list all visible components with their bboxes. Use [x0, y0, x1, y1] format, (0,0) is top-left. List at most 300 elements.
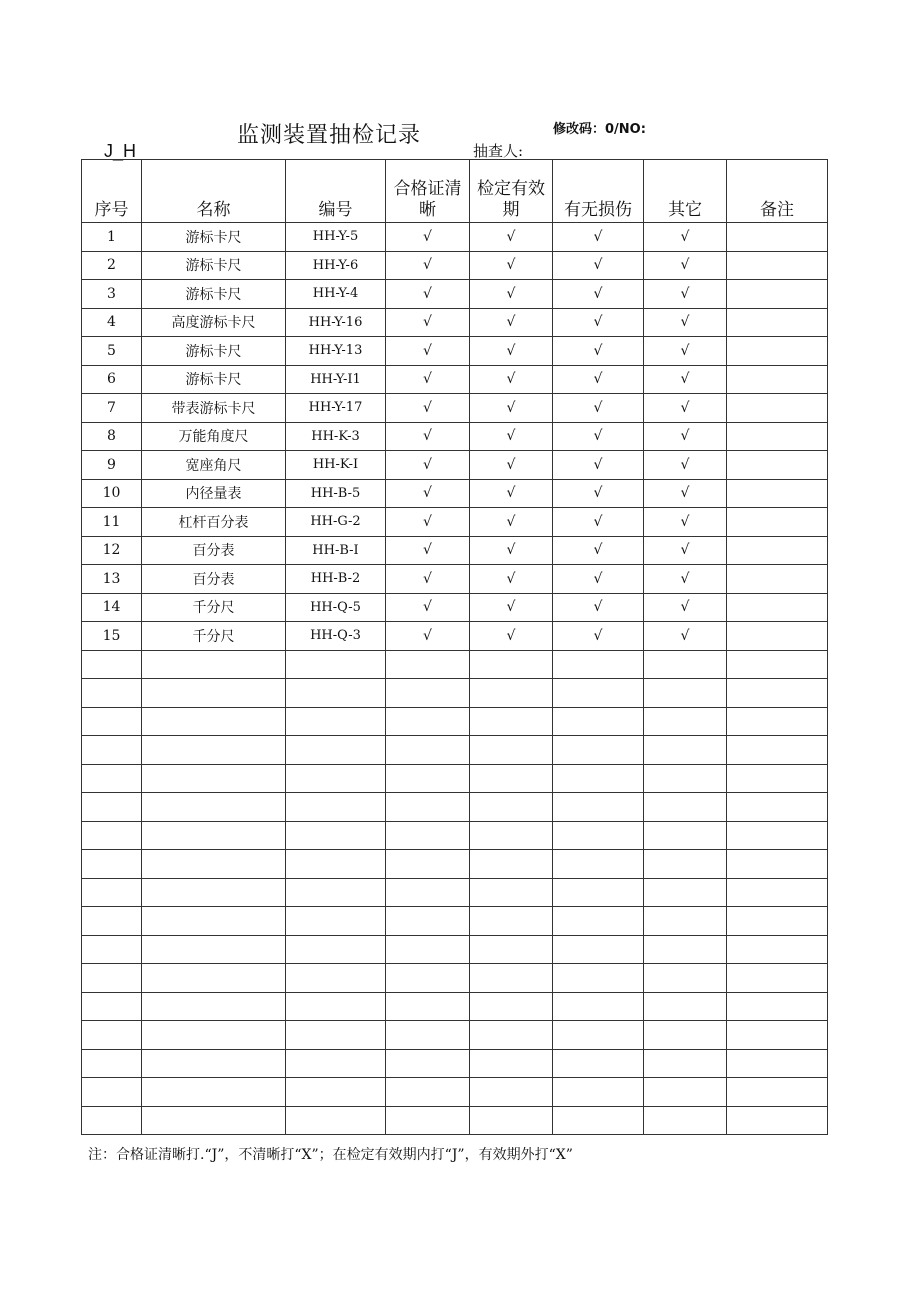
cell-other: √ [644, 593, 727, 622]
empty-cell [470, 707, 553, 736]
empty-row [82, 850, 828, 879]
table-header-row [82, 160, 828, 223]
cell-code: HH-Y-16 [286, 308, 386, 337]
cell-code: HH-K-I [286, 451, 386, 480]
empty-row [82, 650, 828, 679]
empty-cell [142, 1049, 286, 1078]
cell-other: √ [644, 251, 727, 280]
cell-no: 12 [82, 536, 142, 565]
table-row [82, 337, 828, 366]
revision-code [553, 118, 646, 137]
cell-other: √ [644, 223, 727, 252]
table-row [82, 479, 828, 508]
cell-other: √ [644, 622, 727, 651]
empty-cell [644, 935, 727, 964]
empty-cell [644, 907, 727, 936]
cell-cert: √ [386, 280, 470, 309]
cell-valid: √ [470, 337, 553, 366]
cell-remark [727, 593, 828, 622]
empty-cell [553, 935, 644, 964]
col-header-damage: 有无损伤 [553, 160, 644, 223]
empty-cell [727, 679, 828, 708]
cell-other: √ [644, 308, 727, 337]
empty-cell [286, 1021, 386, 1050]
empty-cell [470, 850, 553, 879]
empty-cell [727, 907, 828, 936]
table-row [82, 394, 828, 423]
empty-cell [386, 764, 470, 793]
empty-cell [386, 821, 470, 850]
empty-cell [82, 1021, 142, 1050]
cell-damage: √ [553, 479, 644, 508]
empty-row [82, 821, 828, 850]
empty-cell [553, 878, 644, 907]
inspection-table [81, 159, 828, 1135]
empty-cell [286, 850, 386, 879]
empty-cell [386, 907, 470, 936]
table-row [82, 308, 828, 337]
empty-cell [142, 878, 286, 907]
empty-cell [470, 764, 553, 793]
empty-cell [386, 992, 470, 1021]
cell-remark [727, 451, 828, 480]
empty-cell [286, 1078, 386, 1107]
cell-remark [727, 337, 828, 366]
empty-cell [142, 964, 286, 993]
cell-name: 游标卡尺 [142, 251, 286, 280]
empty-cell [644, 1049, 727, 1078]
cell-remark [727, 622, 828, 651]
empty-row [82, 878, 828, 907]
empty-row [82, 1049, 828, 1078]
empty-cell [470, 1021, 553, 1050]
cell-other: √ [644, 565, 727, 594]
empty-cell [142, 1021, 286, 1050]
table-row [82, 622, 828, 651]
empty-row [82, 907, 828, 936]
empty-cell [644, 821, 727, 850]
cell-valid: √ [470, 451, 553, 480]
empty-cell [82, 1049, 142, 1078]
empty-cell [286, 964, 386, 993]
empty-cell [644, 878, 727, 907]
empty-cell [553, 650, 644, 679]
cell-damage: √ [553, 422, 644, 451]
empty-cell [644, 1106, 727, 1135]
cell-other: √ [644, 394, 727, 423]
cell-no: 8 [82, 422, 142, 451]
empty-cell [727, 1049, 828, 1078]
cell-other: √ [644, 508, 727, 537]
empty-cell [470, 736, 553, 765]
cell-valid: √ [470, 565, 553, 594]
empty-cell [286, 935, 386, 964]
empty-cell [142, 935, 286, 964]
cell-damage: √ [553, 451, 644, 480]
empty-cell [142, 992, 286, 1021]
empty-cell [82, 736, 142, 765]
cell-name: 游标卡尺 [142, 280, 286, 309]
empty-cell [553, 736, 644, 765]
empty-cell [142, 764, 286, 793]
empty-cell [553, 1078, 644, 1107]
revision-code-text: 修改码：0/NO: [553, 122, 646, 137]
cell-code: HH-Q-3 [286, 622, 386, 651]
empty-cell [286, 821, 386, 850]
cell-remark [727, 508, 828, 537]
table-row [82, 280, 828, 309]
empty-cell [286, 907, 386, 936]
empty-cell [82, 907, 142, 936]
empty-cell [470, 793, 553, 822]
empty-cell [644, 764, 727, 793]
cell-damage: √ [553, 565, 644, 594]
cell-valid: √ [470, 365, 553, 394]
cell-no: 9 [82, 451, 142, 480]
empty-cell [286, 736, 386, 765]
cell-name: 内径量表 [142, 479, 286, 508]
empty-row [82, 964, 828, 993]
cell-valid: √ [470, 422, 553, 451]
cell-name: 千分尺 [142, 593, 286, 622]
cell-damage: √ [553, 337, 644, 366]
cell-remark [727, 422, 828, 451]
empty-cell [386, 850, 470, 879]
empty-cell [727, 707, 828, 736]
empty-cell [470, 907, 553, 936]
cell-code: HH-Y-4 [286, 280, 386, 309]
empty-cell [82, 707, 142, 736]
empty-cell [286, 793, 386, 822]
empty-cell [286, 1049, 386, 1078]
cell-damage: √ [553, 622, 644, 651]
cell-no: 10 [82, 479, 142, 508]
cell-name: 带表游标卡尺 [142, 394, 286, 423]
cell-code: HH-Y-5 [286, 223, 386, 252]
cell-remark [727, 251, 828, 280]
empty-cell [727, 764, 828, 793]
cell-cert: √ [386, 308, 470, 337]
cell-remark [727, 280, 828, 309]
cell-code: HH-Y-13 [286, 337, 386, 366]
footnote: 注：合格证清晰打.“J”，不清晰打“X”；在检定有效期内打“J”，有效期外打“X” [88, 1147, 573, 1163]
empty-cell [553, 793, 644, 822]
empty-cell [727, 1021, 828, 1050]
empty-cell [386, 1021, 470, 1050]
cell-cert: √ [386, 394, 470, 423]
cell-other: √ [644, 337, 727, 366]
cell-name: 高度游标卡尺 [142, 308, 286, 337]
cell-code: HH-B-2 [286, 565, 386, 594]
empty-cell [142, 907, 286, 936]
cell-name: 百分表 [142, 536, 286, 565]
empty-cell [553, 679, 644, 708]
cell-valid: √ [470, 280, 553, 309]
empty-cell [286, 679, 386, 708]
cell-other: √ [644, 536, 727, 565]
cell-remark [727, 223, 828, 252]
table-row [82, 508, 828, 537]
col-header-code: 编号 [286, 160, 386, 223]
cell-cert: √ [386, 422, 470, 451]
table-row [82, 365, 828, 394]
cell-cert: √ [386, 223, 470, 252]
empty-row [82, 1106, 828, 1135]
table-row [82, 565, 828, 594]
cell-no: 11 [82, 508, 142, 537]
empty-cell [470, 650, 553, 679]
empty-cell [644, 1021, 727, 1050]
empty-cell [644, 707, 727, 736]
cell-name: 杠杆百分表 [142, 508, 286, 537]
empty-cell [727, 793, 828, 822]
cell-name: 百分表 [142, 565, 286, 594]
cell-damage: √ [553, 394, 644, 423]
inspector-label: 抽查人: [473, 142, 524, 160]
empty-cell [644, 1078, 727, 1107]
cell-valid: √ [470, 308, 553, 337]
empty-cell [727, 850, 828, 879]
empty-cell [82, 650, 142, 679]
empty-cell [727, 992, 828, 1021]
cell-damage: √ [553, 308, 644, 337]
col-header-valid: 检定有效期 [470, 160, 553, 223]
cell-damage: √ [553, 251, 644, 280]
cell-damage: √ [553, 280, 644, 309]
empty-cell [82, 793, 142, 822]
empty-cell [644, 793, 727, 822]
empty-cell [470, 679, 553, 708]
empty-cell [470, 964, 553, 993]
cell-damage: √ [553, 593, 644, 622]
empty-cell [470, 935, 553, 964]
empty-cell [470, 878, 553, 907]
cell-name: 游标卡尺 [142, 365, 286, 394]
empty-cell [470, 1106, 553, 1135]
empty-cell [142, 650, 286, 679]
empty-cell [644, 679, 727, 708]
cell-remark [727, 365, 828, 394]
empty-cell [553, 964, 644, 993]
empty-row [82, 992, 828, 1021]
empty-row [82, 736, 828, 765]
empty-cell [386, 1106, 470, 1135]
table-row [82, 422, 828, 451]
cell-name: 宽座角尺 [142, 451, 286, 480]
empty-cell [82, 992, 142, 1021]
table-row [82, 223, 828, 252]
cell-other: √ [644, 479, 727, 508]
cell-cert: √ [386, 337, 470, 366]
cell-name: 千分尺 [142, 622, 286, 651]
cell-no: 15 [82, 622, 142, 651]
empty-cell [142, 850, 286, 879]
empty-cell [286, 1106, 386, 1135]
empty-cell [386, 793, 470, 822]
col-header-cert: 合格证清晰 [386, 160, 470, 223]
empty-cell [386, 650, 470, 679]
empty-cell [727, 878, 828, 907]
empty-cell [82, 679, 142, 708]
cell-valid: √ [470, 536, 553, 565]
cell-cert: √ [386, 536, 470, 565]
cell-damage: √ [553, 365, 644, 394]
empty-cell [82, 1106, 142, 1135]
table-row [82, 593, 828, 622]
cell-no: 5 [82, 337, 142, 366]
table-row [82, 251, 828, 280]
cell-no: 13 [82, 565, 142, 594]
empty-cell [470, 821, 553, 850]
empty-cell [82, 764, 142, 793]
cell-other: √ [644, 451, 727, 480]
col-header-name: 名称 [142, 160, 286, 223]
empty-cell [727, 1106, 828, 1135]
empty-cell [142, 1078, 286, 1107]
empty-cell [82, 964, 142, 993]
cell-code: HH-K-3 [286, 422, 386, 451]
cell-damage: √ [553, 536, 644, 565]
cell-damage: √ [553, 508, 644, 537]
cell-other: √ [644, 280, 727, 309]
cell-cert: √ [386, 508, 470, 537]
cell-code: HH-Y-I1 [286, 365, 386, 394]
cell-code: HH-Y-6 [286, 251, 386, 280]
empty-cell [727, 964, 828, 993]
empty-cell [470, 1049, 553, 1078]
empty-cell [386, 935, 470, 964]
empty-cell [644, 850, 727, 879]
cell-valid: √ [470, 593, 553, 622]
empty-cell [286, 650, 386, 679]
col-header-remark: 备注 [727, 160, 828, 223]
cell-cert: √ [386, 565, 470, 594]
cell-remark [727, 308, 828, 337]
empty-cell [727, 935, 828, 964]
empty-row [82, 764, 828, 793]
empty-cell [386, 707, 470, 736]
cell-valid: √ [470, 479, 553, 508]
empty-cell [142, 679, 286, 708]
cell-valid: √ [470, 251, 553, 280]
cell-remark [727, 536, 828, 565]
empty-cell [727, 736, 828, 765]
cell-valid: √ [470, 508, 553, 537]
empty-cell [82, 878, 142, 907]
empty-cell [286, 878, 386, 907]
empty-row [82, 1078, 828, 1107]
page-title: 监测装置抽检记录 [237, 123, 422, 148]
empty-cell [386, 964, 470, 993]
empty-row [82, 935, 828, 964]
empty-row [82, 679, 828, 708]
cell-cert: √ [386, 365, 470, 394]
empty-cell [286, 992, 386, 1021]
empty-row [82, 793, 828, 822]
empty-cell [470, 1078, 553, 1107]
empty-cell [553, 1021, 644, 1050]
cell-no: 4 [82, 308, 142, 337]
empty-cell [553, 1049, 644, 1078]
empty-cell [286, 707, 386, 736]
empty-cell [553, 764, 644, 793]
cell-other: √ [644, 365, 727, 394]
col-header-no: 序号 [82, 160, 142, 223]
empty-row [82, 1021, 828, 1050]
cell-name: 万能角度尺 [142, 422, 286, 451]
cell-no: 3 [82, 280, 142, 309]
empty-cell [386, 1049, 470, 1078]
cell-cert: √ [386, 451, 470, 480]
cell-cert: √ [386, 479, 470, 508]
empty-cell [386, 878, 470, 907]
empty-cell [644, 736, 727, 765]
empty-cell [386, 1078, 470, 1107]
cell-no: 14 [82, 593, 142, 622]
empty-cell [142, 736, 286, 765]
empty-cell [82, 821, 142, 850]
table-row [82, 536, 828, 565]
empty-cell [470, 992, 553, 1021]
empty-cell [644, 650, 727, 679]
empty-cell [82, 850, 142, 879]
empty-cell [553, 907, 644, 936]
empty-cell [644, 964, 727, 993]
cell-name: 游标卡尺 [142, 223, 286, 252]
empty-cell [553, 1106, 644, 1135]
cell-remark [727, 565, 828, 594]
cell-cert: √ [386, 622, 470, 651]
cell-code: HH-Q-5 [286, 593, 386, 622]
empty-cell [727, 821, 828, 850]
empty-cell [142, 1106, 286, 1135]
empty-cell [553, 821, 644, 850]
table-row [82, 451, 828, 480]
empty-cell [142, 821, 286, 850]
empty-cell [553, 992, 644, 1021]
cell-cert: √ [386, 593, 470, 622]
cell-code: HH-B-I [286, 536, 386, 565]
empty-cell [142, 707, 286, 736]
cell-code: HH-Y-17 [286, 394, 386, 423]
empty-cell [727, 650, 828, 679]
table-body [82, 223, 828, 1135]
empty-cell [142, 793, 286, 822]
document-code: J_H [104, 141, 137, 161]
cell-no: 7 [82, 394, 142, 423]
col-header-other: 其它 [644, 160, 727, 223]
cell-valid: √ [470, 622, 553, 651]
cell-valid: √ [470, 223, 553, 252]
cell-code: HH-B-5 [286, 479, 386, 508]
cell-cert: √ [386, 251, 470, 280]
empty-cell [553, 850, 644, 879]
cell-remark [727, 394, 828, 423]
cell-no: 2 [82, 251, 142, 280]
empty-cell [386, 736, 470, 765]
cell-damage: √ [553, 223, 644, 252]
empty-row [82, 707, 828, 736]
cell-no: 1 [82, 223, 142, 252]
empty-cell [286, 764, 386, 793]
empty-cell [82, 1078, 142, 1107]
empty-cell [727, 1078, 828, 1107]
cell-valid: √ [470, 394, 553, 423]
empty-cell [644, 992, 727, 1021]
empty-cell [553, 707, 644, 736]
cell-no: 6 [82, 365, 142, 394]
empty-cell [82, 935, 142, 964]
